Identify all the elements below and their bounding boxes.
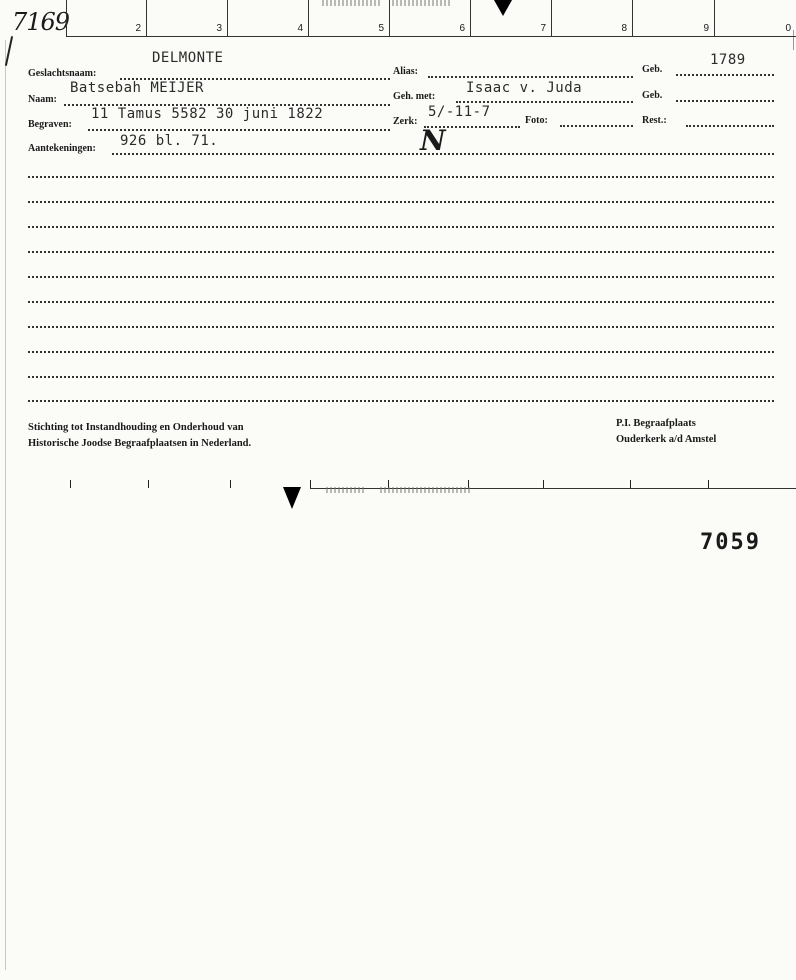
buried-dotted-line [88,127,390,131]
note-line [28,249,774,253]
tick-mark [543,480,544,488]
index-cell [714,0,796,36]
index-cell-number: 9 [703,23,709,34]
cemetery-line-1: P.I. Begraafplaats [616,418,696,429]
rest-dotted-line [686,123,774,127]
note-line [28,324,774,328]
note-line [28,174,774,178]
tick-mark [310,480,311,488]
note-line [28,199,774,203]
foundation-footer [28,420,251,452]
foto-label: Foto: [525,115,548,126]
index-notch-marker [494,0,512,16]
index-cell-number: 0 [785,23,791,34]
index-cell [551,0,633,36]
rest-label: Rest.: [642,115,667,126]
tick-mark [230,480,231,488]
married-label: Geh. met: [393,91,436,102]
handwritten-slash [5,36,13,66]
name-value: Batsebah MEIJER [70,80,204,96]
index-cell-number: 6 [459,23,465,34]
card-left-edge [5,40,6,970]
foundation-line-2: Historische Joodse Begraafplaatsen in Nederland. [28,438,252,449]
note-line [28,274,774,278]
handwritten-card-number: 7169 [12,8,70,36]
birth-year-value: 1789 [710,52,746,68]
note-line [28,349,774,353]
index-cell-number: 4 [297,23,303,34]
spouse-birth-label: Geb. [642,90,663,101]
tick-mark [708,480,709,488]
note-line [28,224,774,228]
scan-smudge [322,0,382,6]
cemetery-line-2: Ouderkerk a/d Amstel [616,434,717,445]
tick-mark [148,480,149,488]
buried-label: Begraven: [28,119,72,130]
zerk-value: 5/-11-7 [428,104,491,120]
surname-label: Geslachtsnaam: [28,68,97,79]
scan-smudge [380,487,470,493]
index-cell [66,0,147,36]
note-line [28,374,774,378]
stamped-number: 7059 [700,530,761,555]
alias-dotted-line [428,74,633,78]
foundation-line-1: Stichting tot Instandhouding en Onderhoud van [28,422,244,433]
cemetery-footer [616,416,716,448]
spouse-birth-dotted-line [676,98,774,102]
lower-notch-marker [283,487,301,509]
foto-dotted-line [560,123,633,127]
notes-value: 926 bl. 71. [120,133,219,149]
surname-value: DELMONTE [152,50,224,66]
birth-label: Geb. [642,64,663,75]
name-label: Naam: [28,94,57,105]
buried-value: 11 Tamus 5582 30 juni 1822 [91,106,324,122]
handwritten-mark: N [420,124,446,157]
birth-dotted-line [676,72,774,76]
zerk-label: Zerk: [393,116,418,127]
note-line [28,398,774,402]
alias-label: Alias: [393,66,418,77]
index-cell-number: 5 [378,23,384,34]
tick-mark [70,480,71,488]
index-cell [146,0,228,36]
index-cell-number: 2 [135,23,141,34]
index-cell [227,0,309,36]
index-cell [632,0,715,36]
index-cell-number: 3 [216,23,222,34]
note-line [28,299,774,303]
index-cell-number: 7 [540,23,546,34]
tick-mark [630,480,631,488]
married-value: Isaac v. Juda [466,80,583,96]
married-dotted-line [456,99,633,103]
scan-smudge [392,0,452,6]
notes-label: Aantekeningen: [28,143,96,154]
scan-smudge [326,487,366,493]
index-cell-number: 8 [621,23,627,34]
